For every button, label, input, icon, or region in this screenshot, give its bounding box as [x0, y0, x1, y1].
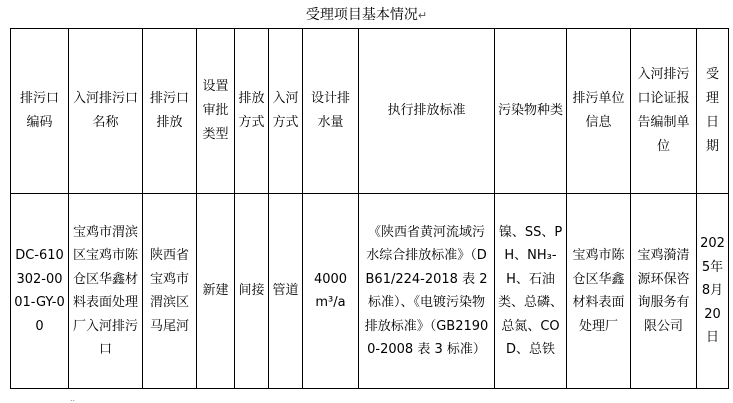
page-marker: ..: [70, 394, 76, 403]
cell-standard: 《陕西省黄河流域污水综合排放标准》（DB61/224-2018 表 2 标准）、《电镀污染物排放标准》（GB21900-2008 表 3 标准）: [359, 194, 495, 389]
project-info-table: [10, 28, 729, 389]
title-text: 受理项目基本情况: [305, 7, 418, 23]
paragraph-mark: ↵: [417, 9, 428, 22]
header-cell-unit-info: 排污单位信息: [567, 29, 631, 194]
cell-outlet-code: DC-610302-0001-GY-00: [11, 194, 69, 389]
cell-approval-type: 新建: [197, 194, 235, 389]
cell-outlet-discharge: 陕西省宝鸡市渭滨区马尾河: [143, 194, 197, 389]
cell-unit-info: 宝鸡市陈仓区华鑫材料表面处理厂: [567, 194, 631, 389]
header-cell-report-unit: 入河排污口论证报告编制单位: [631, 29, 697, 194]
header-cell-outlet-code: 排污口编码: [11, 29, 69, 194]
cell-outlet-name: 宝鸡市渭滨区宝鸡市陈仓区华鑫材料表面处理厂入河排污口: [69, 194, 143, 389]
cell-report-unit: 宝鸡漪清源环保咨询服务有限公司: [631, 194, 697, 389]
table-row: [11, 194, 729, 389]
cell-accept-date: 2025年8月20日: [697, 194, 729, 389]
header-cell-outlet-name: 入河排污口名称: [69, 29, 143, 194]
header-cell-pollutants: 污染物种类: [495, 29, 567, 194]
header-cell-approval-type: 设置审批类型: [197, 29, 235, 194]
header-cell-accept-date: 受理日期: [697, 29, 729, 194]
header-cell-discharge-mode: 排放方式: [235, 29, 269, 194]
header-row: [11, 29, 729, 194]
cell-discharge-mode: 间接: [235, 194, 269, 389]
header-cell-standard: 执行排放标准: [359, 29, 495, 194]
cell-pollutants: 镍、SS、PH、NH₃-H、石油类、总磷、总氮、COD、总铁: [495, 194, 567, 389]
header-cell-outlet-discharge: 排污口排放: [143, 29, 197, 194]
cell-design-volume: 4000 m³/a: [303, 194, 359, 389]
cell-inflow-mode: 管道: [269, 194, 303, 389]
header-cell-inflow-mode: 入河方式: [269, 29, 303, 194]
header-cell-design-volume: 设计排水量: [303, 29, 359, 194]
document-title: [0, 6, 733, 25]
